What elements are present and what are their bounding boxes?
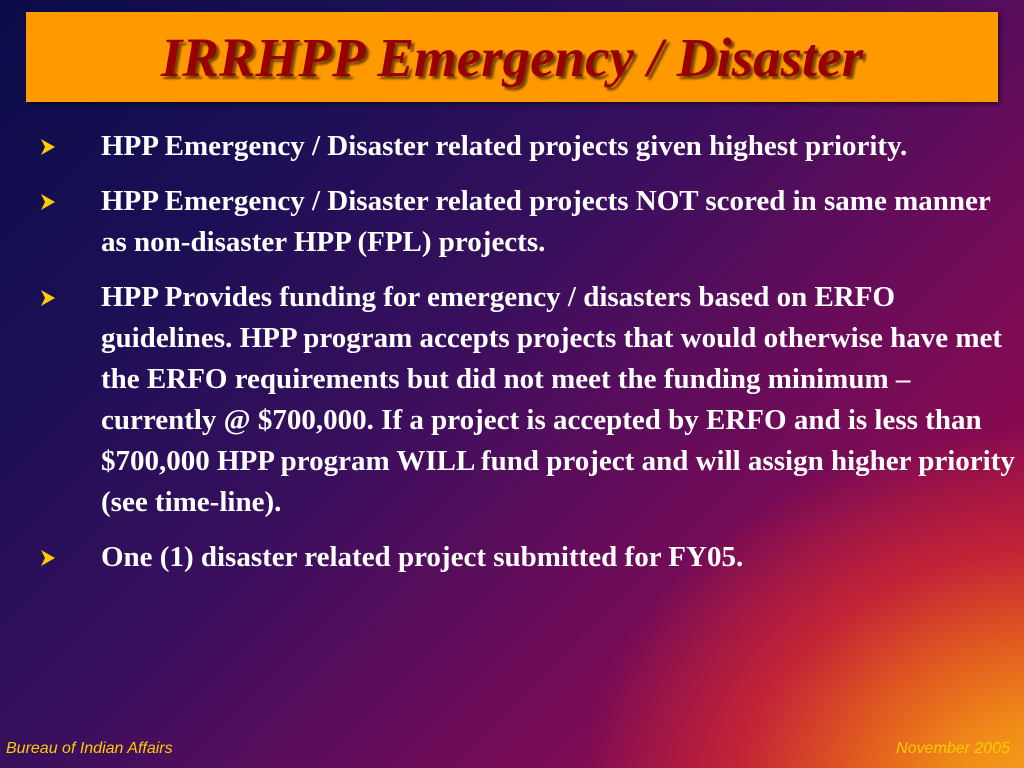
arrow-bullet-icon bbox=[40, 537, 62, 578]
bullet-text: One (1) disaster related project submitted for FY05. bbox=[101, 541, 744, 573]
footer-date: November 2005 bbox=[896, 740, 1010, 757]
slide-title: IRRHPP Emergency / Disaster bbox=[160, 26, 864, 88]
title-bar bbox=[26, 12, 998, 102]
arrow-bullet-icon bbox=[40, 277, 62, 318]
bullet-text: HPP Emergency / Disaster related projects NOT scored in same manner as non-disaster HPP (FPL) projects. bbox=[101, 185, 991, 258]
footer-organization: Bureau of Indian Affairs bbox=[6, 740, 173, 757]
bullet-item bbox=[0, 126, 1024, 167]
bullet-item bbox=[0, 537, 1024, 578]
bullet-item bbox=[0, 277, 1024, 523]
bullet-item bbox=[0, 181, 1024, 263]
bullet-text: HPP Provides funding for emergency / disasters based on ERFO guidelines. HPP program accepts projects that would otherwise have met the ERFO requirements but did not meet the funding minimum – currently @ $700,000. If a project is accepted by ERFO and is less than $700,000 HPP program WILL fund project and will assign higher priority (see time-line). bbox=[101, 281, 1015, 518]
arrow-bullet-icon bbox=[40, 181, 62, 222]
bullet-text: HPP Emergency / Disaster related projects given highest priority. bbox=[101, 130, 908, 162]
bullet-list bbox=[0, 126, 1024, 592]
arrow-bullet-icon bbox=[40, 126, 62, 167]
